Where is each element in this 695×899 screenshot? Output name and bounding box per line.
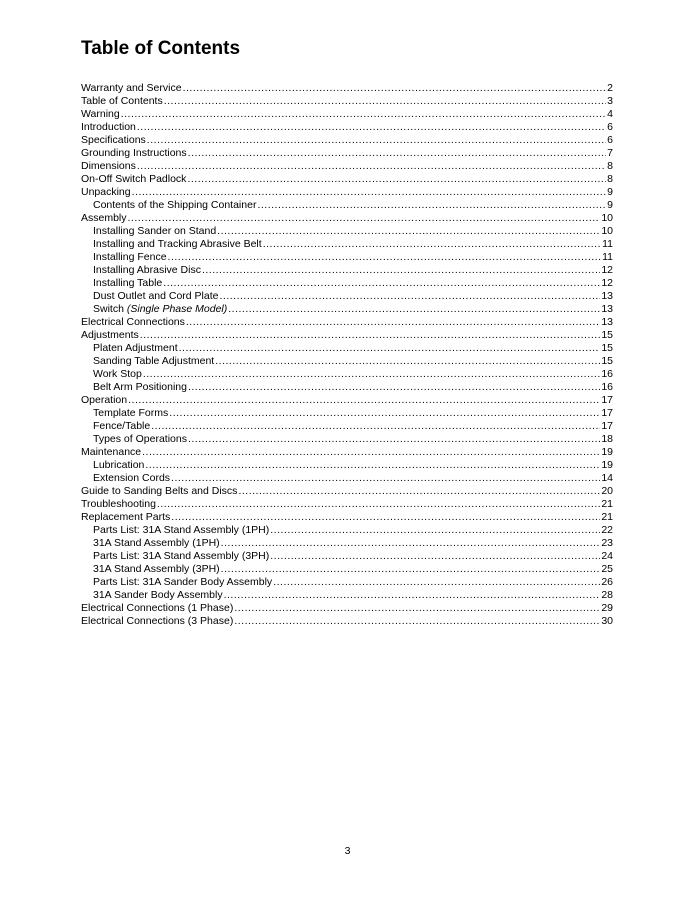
toc-entry [81, 602, 613, 615]
dot-leader [188, 433, 600, 446]
toc-entry-page: 7 [607, 147, 613, 159]
toc-entry-title [81, 316, 185, 329]
dot-leader [171, 511, 600, 524]
toc-entry-title [93, 225, 216, 238]
dot-leader [228, 303, 600, 316]
toc-entry-page: 8 [607, 160, 613, 172]
toc-entry-title-text: Template Forms [93, 407, 169, 419]
toc-entry [81, 264, 613, 277]
toc-entry-title [81, 108, 120, 121]
toc-entry-page: 19 [601, 446, 613, 458]
dot-leader [221, 537, 601, 550]
toc-entry-page: 25 [601, 563, 613, 575]
toc-entry [81, 524, 613, 537]
toc-entry-page: 12 [601, 264, 613, 276]
toc-entry-title-text: On-Off Switch Padlock [81, 173, 187, 185]
dot-leader [238, 485, 600, 498]
toc-entry-page: 14 [601, 472, 613, 484]
toc-entry [81, 446, 613, 459]
toc-entry [81, 160, 613, 173]
toc-entry [81, 329, 613, 342]
toc-entry-title [81, 615, 233, 628]
toc-entry [81, 485, 613, 498]
table-of-contents [81, 82, 613, 628]
toc-entry-page: 11 [602, 251, 613, 263]
dot-leader [147, 134, 606, 147]
toc-entry [81, 498, 613, 511]
toc-entry-page: 18 [601, 433, 613, 445]
dot-leader [169, 407, 600, 420]
toc-entry-title-text: Work Stop [93, 368, 142, 380]
toc-entry-title-text: Dimensions [81, 160, 136, 172]
dot-leader [128, 394, 600, 407]
toc-entry-title-text: Assembly [81, 212, 127, 224]
toc-entry-title-text: 31A Sander Body Assembly [93, 589, 223, 601]
toc-entry-title [81, 485, 237, 498]
toc-entry [81, 459, 613, 472]
toc-entry [81, 394, 613, 407]
toc-entry [81, 212, 613, 225]
toc-entry-page: 13 [601, 303, 613, 315]
toc-entry-title [93, 459, 144, 472]
toc-entry [81, 381, 613, 394]
toc-entry-title-text: Types of Operations [93, 433, 187, 445]
toc-entry-page: 9 [607, 186, 613, 198]
toc-entry-title [93, 433, 187, 446]
dot-leader [270, 524, 600, 537]
toc-entry-title [81, 95, 163, 108]
dot-leader [168, 251, 602, 264]
toc-entry [81, 121, 613, 134]
toc-entry-title-text: Installing Abrasive Disc [93, 264, 201, 276]
toc-entry-title [93, 524, 269, 537]
toc-entry-title [93, 563, 220, 576]
toc-entry-page: 19 [601, 459, 613, 471]
toc-entry-title-text: Installing Sander on Stand [93, 225, 217, 237]
toc-entry-title [81, 173, 186, 186]
dot-leader [257, 199, 606, 212]
dot-leader [202, 264, 600, 277]
toc-entry-page: 17 [601, 407, 613, 419]
toc-entry-page: 16 [601, 381, 613, 393]
toc-entry-title-text: 31A Stand Assembly (1PH) [93, 537, 220, 549]
toc-entry [81, 186, 613, 199]
dot-leader [224, 589, 601, 602]
toc-entry [81, 355, 613, 368]
toc-entry-title-text: Parts List: 31A Stand Assembly (1PH) [93, 524, 270, 536]
toc-entry-title-text: Maintenance [81, 446, 142, 458]
dot-leader [186, 316, 600, 329]
dot-leader [145, 459, 600, 472]
toc-entry [81, 342, 613, 355]
toc-entry-title-text: Dust Outlet and Cord Plate [93, 290, 219, 302]
toc-entry-title-text: Introduction [81, 121, 136, 133]
toc-entry-page: 9 [607, 199, 613, 211]
dot-leader [188, 147, 607, 160]
toc-entry-title-text: Contents of the Shipping Container [93, 199, 257, 211]
toc-entry-title-text: Unpacking [81, 186, 131, 198]
toc-entry-title [93, 407, 168, 420]
toc-entry-title-text: Guide to Sanding Belts and Discs [81, 485, 238, 497]
toc-entry-title-text: Grounding Instructions [81, 147, 187, 159]
toc-entry [81, 511, 613, 524]
toc-entry [81, 537, 613, 550]
toc-entry [81, 290, 613, 303]
dot-leader [137, 121, 606, 134]
toc-entry-title [81, 446, 141, 459]
toc-entry-page: 22 [601, 524, 613, 536]
toc-entry-title-text: Warranty and Service [81, 82, 182, 94]
toc-entry-title-text: 31A Stand Assembly (3PH) [93, 563, 220, 575]
toc-entry-page: 20 [601, 485, 613, 497]
dot-leader [188, 381, 600, 394]
toc-entry-page: 2 [607, 82, 613, 94]
toc-entry-title-text: Belt Arm Positioning [93, 381, 187, 393]
dot-leader [219, 290, 600, 303]
toc-entry-title-text: Installing Table [93, 277, 163, 289]
toc-entry-title-text: Platen Adjustment [93, 342, 178, 354]
toc-entry-page: 12 [601, 277, 613, 289]
dot-leader [234, 602, 600, 615]
toc-entry [81, 368, 613, 381]
toc-entry-page: 21 [601, 498, 613, 510]
toc-entry-title [81, 121, 136, 134]
toc-entry-title [93, 576, 272, 589]
toc-entry-title [81, 160, 136, 173]
toc-entry-title-text: Parts List: 31A Stand Assembly (3PH) [93, 550, 270, 562]
dot-leader [132, 186, 607, 199]
toc-entry-title-text: Replacement Parts [81, 511, 171, 523]
toc-entry-title [81, 212, 127, 225]
dot-leader [121, 108, 606, 121]
dot-leader [137, 160, 606, 173]
dot-leader [263, 238, 601, 251]
toc-entry-title [93, 381, 187, 394]
toc-entry-page: 15 [601, 342, 613, 354]
toc-entry-page: 29 [601, 602, 613, 614]
toc-entry-title-text: Parts List: 31A Sander Body Assembly [93, 576, 273, 588]
toc-entry-title-text: Electrical Connections (3 Phase) [81, 615, 234, 627]
toc-entry-title-text: Electrical Connections [81, 316, 185, 328]
toc-entry-title-text: Lubrication [93, 459, 145, 471]
toc-entry [81, 199, 613, 212]
toc-entry-page: 4 [607, 108, 613, 120]
toc-entry-title-text: Switch [93, 303, 124, 315]
toc-entry [81, 238, 613, 251]
dot-leader [171, 472, 600, 485]
toc-entry-title-text: Installing and Tracking Abrasive Belt [93, 238, 262, 250]
toc-entry-title-italic: (Single Phase Model) [126, 303, 228, 315]
toc-entry-page: 17 [601, 420, 613, 432]
toc-entry-title-text: Electrical Connections (1 Phase) [81, 602, 234, 614]
toc-entry-page: 23 [601, 537, 613, 549]
toc-entry [81, 173, 613, 186]
toc-entry [81, 147, 613, 160]
toc-entry [81, 303, 613, 316]
toc-entry-title [81, 498, 156, 511]
toc-entry-title [81, 147, 187, 160]
toc-entry-title [81, 82, 182, 95]
toc-entry-title-text: Warning [81, 108, 120, 120]
toc-entry [81, 134, 613, 147]
toc-entry [81, 95, 613, 108]
toc-entry-title [93, 589, 223, 602]
toc-entry [81, 433, 613, 446]
toc-entry-title-text: Operation [81, 394, 128, 406]
toc-entry-page: 21 [601, 511, 613, 523]
toc-entry-title-text: Extension Cords [93, 472, 171, 484]
toc-entry-title-text: Fence/Table [93, 420, 151, 432]
toc-entry [81, 225, 613, 238]
toc-entry [81, 550, 613, 563]
toc-entry-page: 11 [602, 238, 613, 250]
toc-entry [81, 407, 613, 420]
dot-leader [183, 82, 607, 95]
dot-leader [163, 277, 600, 290]
toc-entry-title [81, 186, 131, 199]
toc-entry-title [93, 368, 142, 381]
dot-leader [221, 563, 601, 576]
page-title: Table of Contents [81, 38, 241, 59]
toc-entry-title-text: Specifications [81, 134, 146, 146]
toc-entry [81, 615, 613, 628]
toc-entry-title [93, 303, 227, 316]
toc-entry-title [93, 199, 256, 212]
toc-entry-page: 30 [601, 615, 613, 627]
dot-leader [273, 576, 600, 589]
toc-entry [81, 251, 613, 264]
toc-entry-title-text: Sanding Table Adjustment [93, 355, 215, 367]
toc-entry-page: 15 [601, 329, 613, 341]
toc-entry-title-text: Adjustments [81, 329, 139, 341]
toc-entry-title [81, 329, 139, 342]
toc-entry-title [81, 134, 146, 147]
toc-entry-title [93, 537, 220, 550]
dot-leader [157, 498, 600, 511]
toc-entry-page: 13 [601, 316, 613, 328]
toc-entry-page: 3 [607, 95, 613, 107]
toc-entry-title [81, 394, 127, 407]
toc-entry-page: 13 [601, 290, 613, 302]
toc-entry [81, 316, 613, 329]
toc-entry [81, 108, 613, 121]
toc-entry-page: 6 [607, 134, 613, 146]
toc-entry-page: 28 [601, 589, 613, 601]
dot-leader [142, 446, 600, 459]
toc-entry-page: 8 [607, 173, 613, 185]
dot-leader [143, 368, 600, 381]
toc-entry-title-text: Installing Fence [93, 251, 167, 263]
toc-entry-title [93, 238, 262, 251]
toc-entry [81, 472, 613, 485]
dot-leader [217, 225, 600, 238]
dot-leader [270, 550, 600, 563]
toc-entry-page: 16 [601, 368, 613, 380]
toc-entry [81, 563, 613, 576]
dot-leader [140, 329, 601, 342]
toc-entry-page: 24 [601, 550, 613, 562]
toc-entry-title [93, 277, 162, 290]
toc-entry-title [93, 290, 218, 303]
toc-entry-title-text: Table of Contents [81, 95, 163, 107]
toc-entry-title-text: Troubleshooting [81, 498, 156, 510]
dot-leader [187, 173, 606, 186]
toc-entry-title [93, 251, 167, 264]
dot-leader [128, 212, 601, 225]
dot-leader [164, 95, 606, 108]
toc-entry-title [93, 420, 150, 433]
toc-entry-page: 10 [601, 225, 613, 237]
page-number: 3 [344, 845, 351, 857]
dot-leader [151, 420, 600, 433]
toc-entry-title [81, 602, 233, 615]
toc-entry-title [81, 511, 170, 524]
toc-entry-title [93, 355, 214, 368]
toc-entry [81, 277, 613, 290]
toc-entry [81, 420, 613, 433]
toc-entry [81, 82, 613, 95]
toc-entry-page: 17 [601, 394, 613, 406]
toc-entry [81, 589, 613, 602]
dot-leader [179, 342, 601, 355]
toc-entry-page: 15 [601, 355, 613, 367]
toc-entry-title [93, 342, 178, 355]
toc-entry-page: 6 [607, 121, 613, 133]
dot-leader [215, 355, 600, 368]
toc-entry-title [93, 264, 201, 277]
toc-entry-title [93, 550, 269, 563]
toc-entry-page: 26 [601, 576, 613, 588]
toc-entry [81, 576, 613, 589]
dot-leader [234, 615, 600, 628]
toc-entry-title [93, 472, 170, 485]
toc-entry-page: 10 [601, 212, 613, 224]
